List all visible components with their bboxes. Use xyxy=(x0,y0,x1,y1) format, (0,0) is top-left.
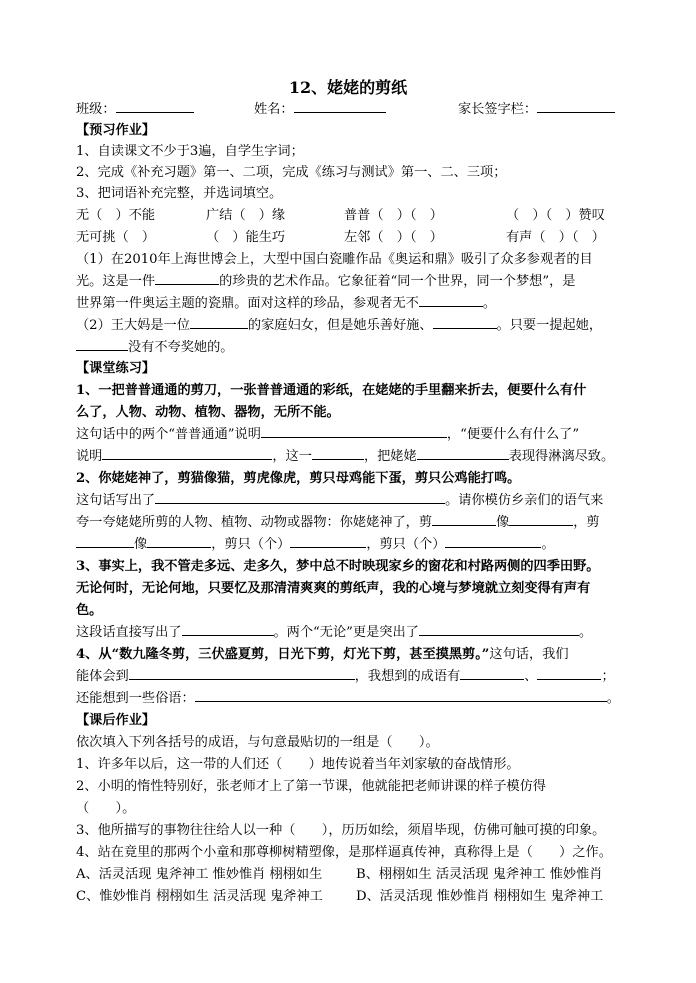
text: 的家庭妇女，但是她乐善好施、 xyxy=(247,318,433,333)
answer-blank[interactable] xyxy=(432,512,496,526)
text: ，剪只（个） xyxy=(211,537,291,552)
answer-blank[interactable] xyxy=(76,534,134,548)
after-item-1: 1、许多年以后，这一带的人们还（ ）地传说着当年刘家敏的奋战情形。 xyxy=(76,757,520,772)
answer-blank[interactable] xyxy=(147,534,211,548)
answer-blank[interactable] xyxy=(195,688,607,702)
text: 这句话，我们 xyxy=(489,647,569,662)
quote-text: “数九隆冬剪，三伏盛夏剪，日光下剪，灯光下剪，甚至摸黑剪。” xyxy=(111,647,490,662)
preview-item-2: 2、完成《补充习题》第一、二项，完成《练习与测试》第一、二、三项； xyxy=(76,165,507,180)
text: 。两个“无论”更是突出了 xyxy=(273,625,419,640)
preview-item-3: 3、把词语补充完整，并选词填空。 xyxy=(76,186,283,201)
answer-blank[interactable] xyxy=(102,446,272,460)
text: 这段话直接写出了 xyxy=(76,625,182,640)
section-classroom: 【课堂练习】 xyxy=(76,361,156,376)
text: 世界第一件奥运主题的瓷鼎。面对这样的珍品，参观者无不 xyxy=(76,296,419,311)
text: ； xyxy=(601,669,615,684)
text: ，这一 xyxy=(272,449,312,464)
answer-blank[interactable] xyxy=(155,490,445,504)
name-label: 姓名： xyxy=(253,102,294,117)
class-q3-line-a: 3、事实上，我不管走多远、走多久，梦中总不时映现家乡的窗花和村路两侧的四季田野。 xyxy=(76,559,600,574)
word-item: 普普（ ）（ ） xyxy=(344,208,443,223)
fill-q1-line-a: （1）在2010年上海世博会上，大型中国白瓷雕作品《奥运和鼎》吸引了众多参观者的目 xyxy=(76,252,593,267)
fill-q2-line-a xyxy=(76,315,636,336)
answer-blank[interactable] xyxy=(261,424,447,438)
answer-blank[interactable] xyxy=(129,666,355,680)
class-q1-line-a: 1、一把普普通通的剪刀，一张普普通通的彩纸，在姥姥的手里翻来折去，便要什么有什 xyxy=(76,383,587,398)
option-c: C、惟妙惟肖 栩栩如生 活灵活现 鬼斧神工 xyxy=(76,889,323,904)
text: 没有不夸奖她的。 xyxy=(128,340,234,355)
text: 光。这是一件 xyxy=(76,274,156,289)
page-title: 12、姥姥的剪纸 xyxy=(288,78,408,97)
class-label: 班级： xyxy=(76,102,116,117)
text: （2）王大妈是一位 xyxy=(76,318,190,333)
class-q4-line-a xyxy=(76,644,636,665)
text: 4、从 xyxy=(76,647,112,662)
class-q3-line-c: 色。 xyxy=(76,603,103,618)
option-b: B、栩栩如生 活灵活现 鬼斧神工 惟妙惟肖 xyxy=(356,867,603,882)
class-q2-line-c xyxy=(76,512,636,533)
answer-blank[interactable] xyxy=(76,337,128,351)
text: ，剪只（个） xyxy=(366,537,446,552)
answer-blank[interactable] xyxy=(419,293,483,307)
answer-blank[interactable] xyxy=(155,271,219,285)
after-item-3: 3、他所描写的事物往往给人以一种（ ），历历如绘，须眉毕现，仿佛可触可摸的印象。 xyxy=(76,823,606,838)
text: 这句话中的两个“普普通通”说明 xyxy=(76,427,261,442)
text: 。只要一提起她， xyxy=(496,318,603,333)
class-q4-line-b xyxy=(76,666,636,687)
header-row xyxy=(76,99,636,120)
text: ，把姥姥 xyxy=(363,449,417,464)
text: 像 xyxy=(134,537,148,552)
text: 说明 xyxy=(76,449,103,464)
word-item: （ ）能生巧 xyxy=(206,230,286,245)
text: 。 xyxy=(482,296,497,311)
fill-q1-line-b xyxy=(76,271,636,292)
text: 。 xyxy=(578,625,593,640)
class-q2-line-d xyxy=(76,534,636,555)
class-q1-line-b: 么了，人物、动物、植物、器物，无所不能。 xyxy=(76,405,340,420)
text: 夸一夸姥姥所剪的人物、植物、动物或器物：你姥姥神了，剪 xyxy=(76,515,433,530)
text: 。 xyxy=(606,691,620,706)
class-field[interactable] xyxy=(116,99,194,113)
word-item: 无（ ）不能 xyxy=(76,208,156,223)
after-intro: 依次填入下列各括号的成语，与句意最贴切的一组是（ ）。 xyxy=(76,735,439,750)
word-item: 无可挑（ ） xyxy=(76,230,156,245)
fill-q2-line-b xyxy=(76,337,636,358)
word-item: 左邻（ ）（ ） xyxy=(344,230,443,245)
text: 能体会到 xyxy=(76,669,129,684)
sign-label: 家长签字栏： xyxy=(457,102,538,117)
answer-blank[interactable] xyxy=(445,534,541,548)
class-q2-line-b xyxy=(76,490,636,511)
text: 、 xyxy=(524,669,538,684)
answer-blank[interactable] xyxy=(419,622,579,636)
after-item-2-a: 2、小明的惰性特别好，张老师才上了第一节课，他就能把老师讲课的样子模仿得 xyxy=(76,779,546,794)
answer-blank[interactable] xyxy=(190,315,248,329)
answer-blank[interactable] xyxy=(417,446,509,460)
answer-blank[interactable] xyxy=(509,512,573,526)
answer-blank[interactable] xyxy=(312,446,364,460)
text: ，“便要什么有什么了” xyxy=(446,427,580,442)
option-d: D、活灵活现 惟妙惟肖 栩栩如生 鬼斧神工 xyxy=(356,889,604,904)
fill-q1-line-c xyxy=(76,293,636,314)
answer-blank[interactable] xyxy=(433,315,497,329)
text: 的珍贵的艺术作品。它象征着“同一个世界，同一个梦想”，是 xyxy=(219,274,576,289)
option-a: A、活灵活现 鬼斧神工 惟妙惟肖 栩栩如生 xyxy=(76,867,323,882)
answer-blank[interactable] xyxy=(182,622,274,636)
text: 。 xyxy=(541,537,555,552)
word-item: 广结（ ）缘 xyxy=(206,208,286,223)
text: 还能想到一些俗语： xyxy=(76,691,195,706)
section-preview: 【预习作业】 xyxy=(76,123,156,138)
answer-blank[interactable] xyxy=(460,666,524,680)
section-after: 【课后作业】 xyxy=(76,713,156,728)
text: 这句话写出了 xyxy=(76,493,156,508)
word-item: 有声（ ）（ ） xyxy=(506,230,605,245)
word-item: （ ）（ ）赞叹 xyxy=(506,208,605,223)
class-q2-line-a: 2、你姥姥神了，剪猫像猫，剪虎像虎，剪只母鸡能下蛋，剪只公鸡能打鸣。 xyxy=(76,471,521,486)
preview-item-1: 1、自读课文不少于3遍，自学生字词； xyxy=(76,144,304,159)
class-q3-line-b: 无论何时，无论何地，只要忆及那清清爽爽的剪纸声，我的心境与梦境就立刻变得有声有 xyxy=(76,581,591,596)
text: ，我想到的成语有 xyxy=(354,669,461,684)
class-q4-line-c xyxy=(76,688,636,709)
class-q1-line-d xyxy=(76,446,636,467)
answer-blank[interactable] xyxy=(290,534,366,548)
name-field[interactable] xyxy=(294,99,386,113)
after-item-4: 4、站在竟里的那两个小童和那尊柳树精塑像，是那样逼真传神，真称得上是（ ）之作。 xyxy=(76,845,612,860)
text: ，剪 xyxy=(573,515,600,530)
after-item-2-b: （ ）。 xyxy=(76,801,136,816)
text: 。请你模仿乡亲们的语气来 xyxy=(445,493,604,508)
class-q3-line-d xyxy=(76,622,636,643)
sign-field[interactable] xyxy=(537,99,615,113)
class-q1-line-c xyxy=(76,424,636,445)
text: 像 xyxy=(496,515,510,530)
text: 表现得淋漓尽致。 xyxy=(508,449,615,464)
answer-blank[interactable] xyxy=(537,666,601,680)
